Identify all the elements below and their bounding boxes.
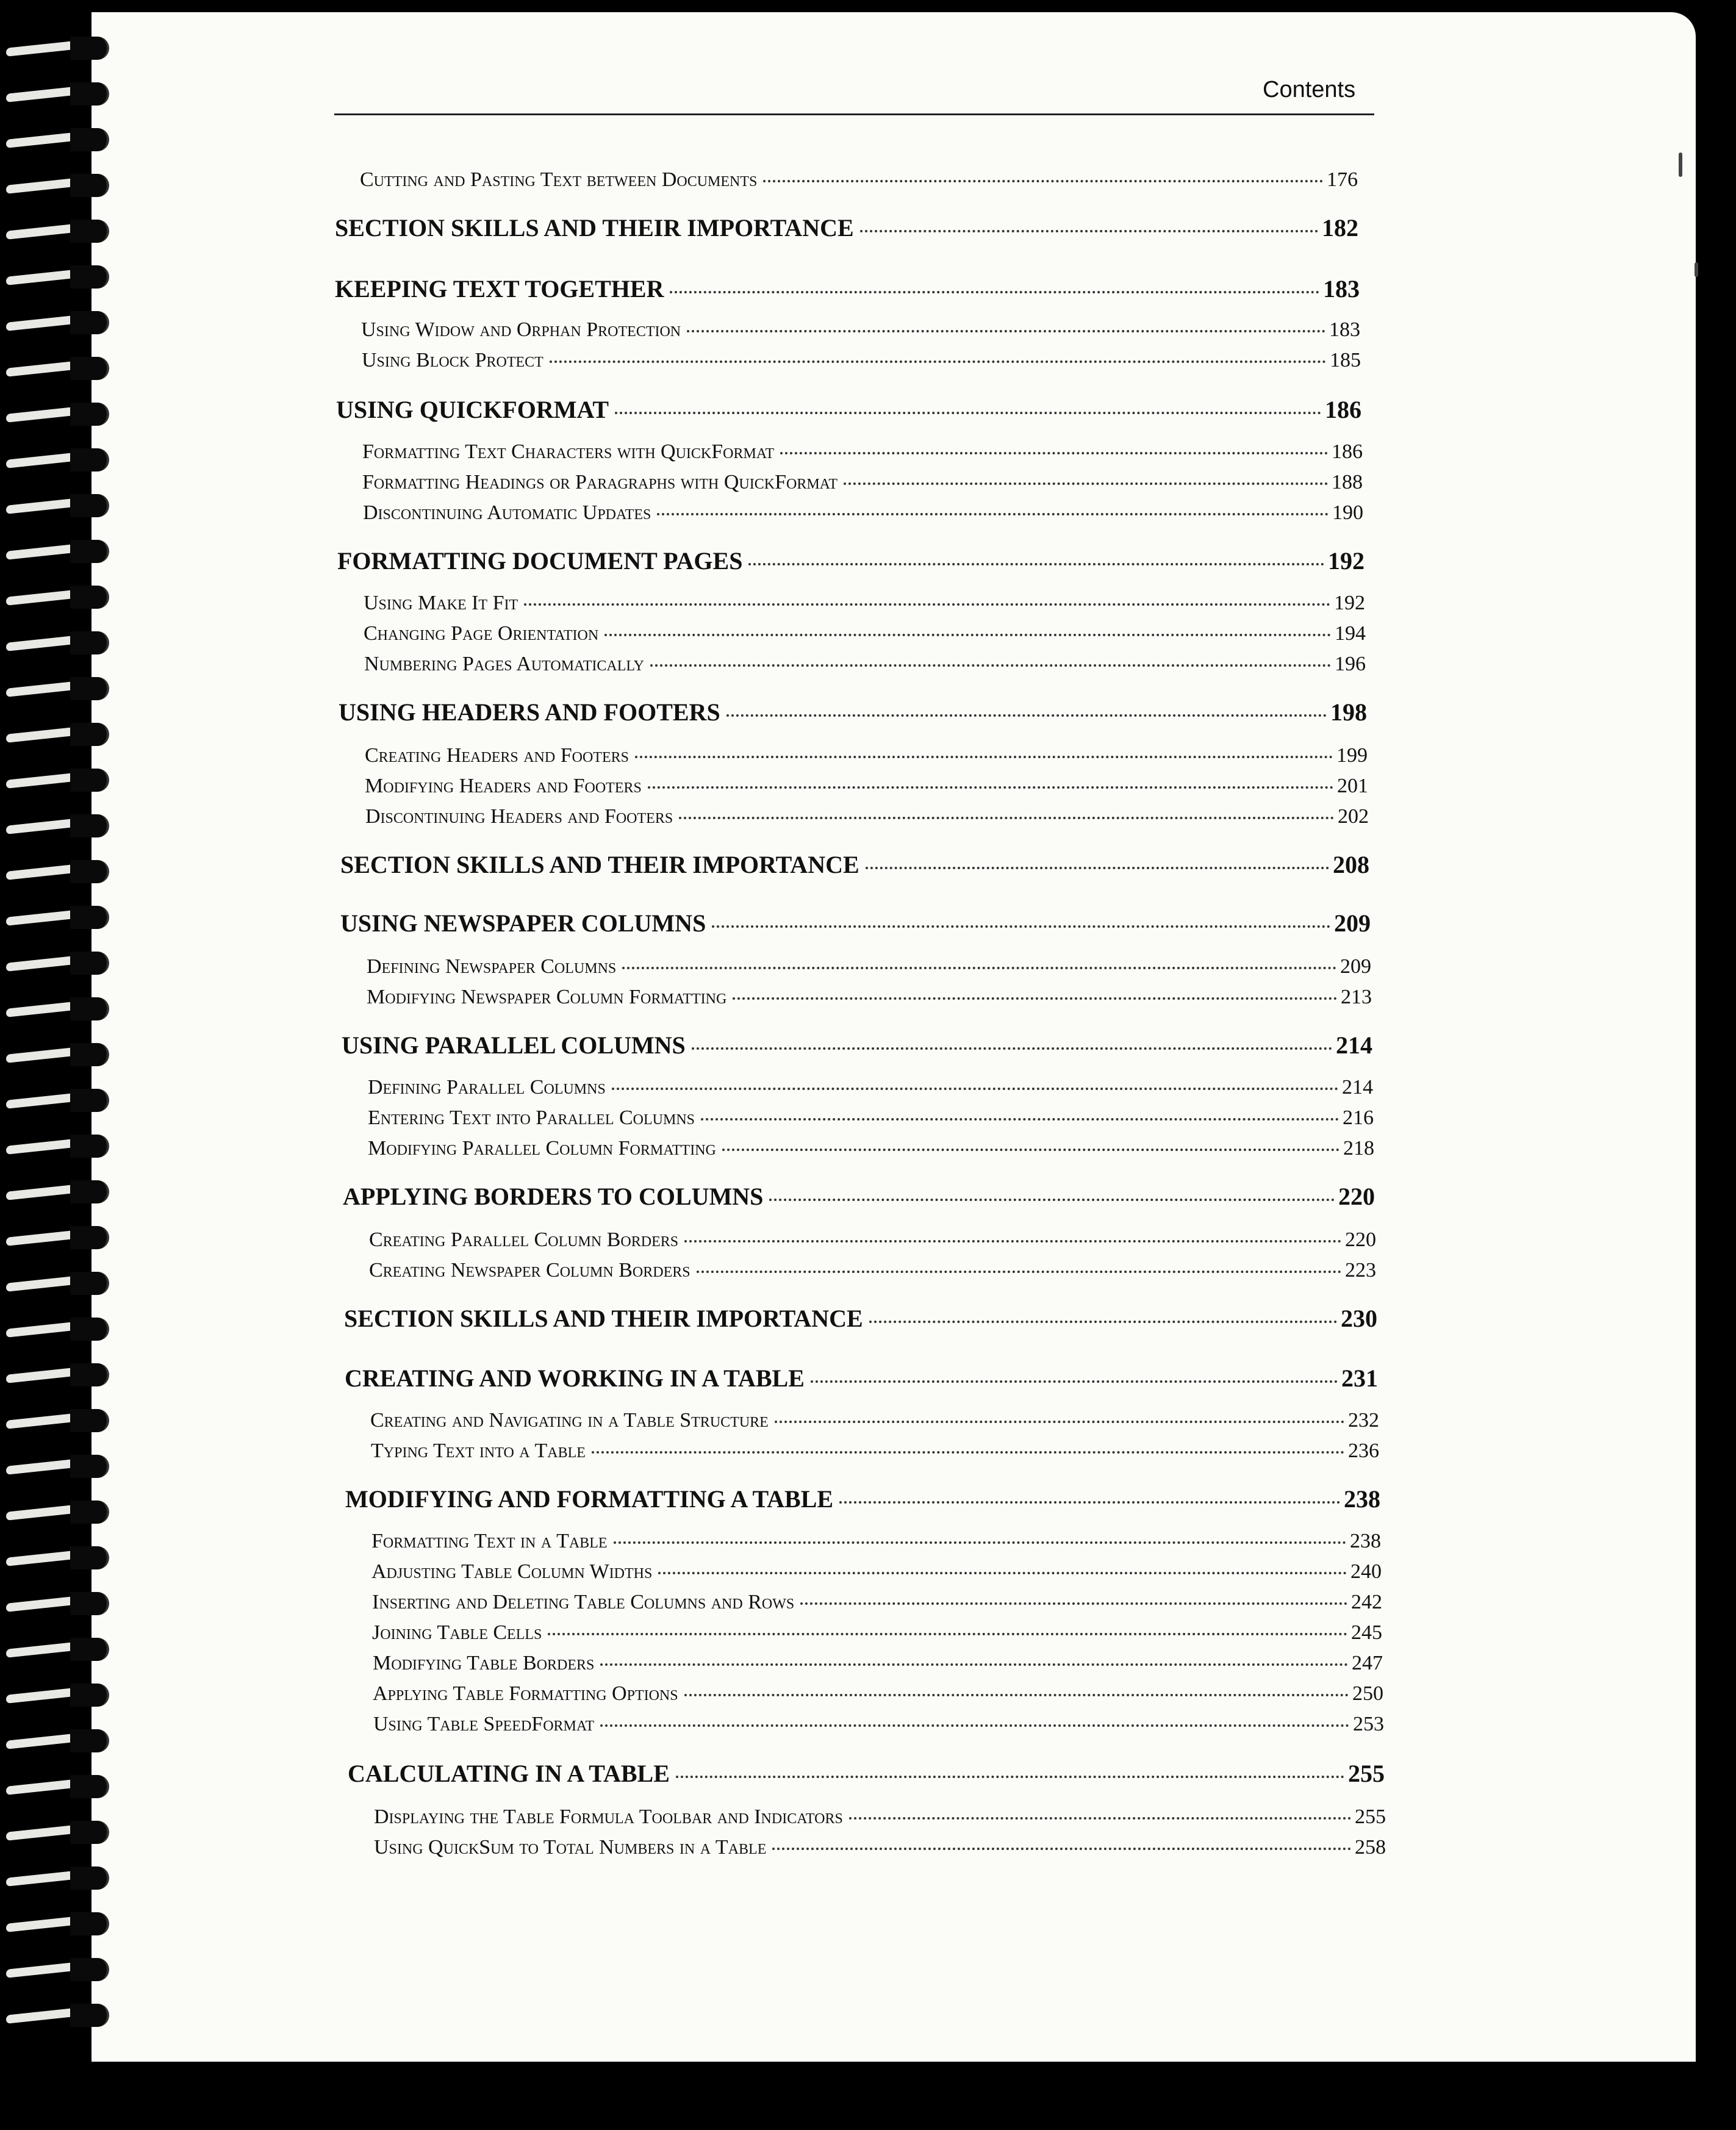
dot-leader <box>763 180 1323 182</box>
toc-page-number: 245 <box>1351 1621 1382 1644</box>
dot-leader <box>869 1321 1337 1323</box>
toc-entry <box>364 653 1366 676</box>
binding-coil <box>6 1546 110 1571</box>
coil-hook <box>70 1775 109 1798</box>
toc-title: USING NEWSPAPER COLUMNS <box>340 909 706 937</box>
binding-coil <box>6 37 110 61</box>
toc-title: USING QUICKFORMAT <box>336 396 609 423</box>
toc-entry <box>368 1106 1374 1130</box>
binding-coil <box>6 1729 110 1754</box>
toc-entry <box>372 1591 1382 1614</box>
toc-entry <box>373 1652 1383 1675</box>
dot-leader <box>635 756 1333 758</box>
binding-coil <box>6 174 110 198</box>
toc-page-number: 223 <box>1345 1259 1376 1282</box>
coil-hook <box>70 448 109 472</box>
toc-entry <box>371 1440 1379 1463</box>
page-mark <box>1695 262 1698 277</box>
toc-entry <box>369 1228 1376 1252</box>
toc-entry <box>365 775 1368 798</box>
toc-page-number: 255 <box>1355 1805 1386 1828</box>
dot-leader <box>670 291 1319 293</box>
toc-entry <box>362 440 1363 464</box>
toc-title: SECTION SKILLS AND THEIR IMPORTANCE <box>340 851 859 878</box>
dot-leader <box>692 1047 1332 1050</box>
toc-page-number: 183 <box>1323 275 1360 303</box>
coil-hook <box>70 1180 109 1203</box>
binding-coil <box>6 2004 110 2028</box>
toc-title: Formatting Headings or Paragraphs with QuickFormat <box>362 471 838 493</box>
toc-title: SECTION SKILLS AND THEIR IMPORTANCE <box>344 1305 863 1332</box>
toc-page-number: 208 <box>1333 851 1369 878</box>
coil-hook <box>70 220 109 243</box>
toc-title: Numbering Pages Automatically <box>364 653 644 675</box>
toc-page-number: 209 <box>1340 955 1371 978</box>
toc-page-number: 186 <box>1332 440 1363 463</box>
binding-coil <box>6 1958 110 1982</box>
spiral-binding <box>0 37 122 2062</box>
coil-hook <box>70 1912 109 1935</box>
toc-page-number: 258 <box>1355 1836 1386 1859</box>
coil-hook <box>70 82 109 106</box>
coil-hook <box>70 1592 109 1615</box>
toc-section-heading <box>335 274 1360 303</box>
coil-hook <box>70 174 109 197</box>
binding-coil <box>6 1135 110 1159</box>
toc-title: Defining Newspaper Columns <box>367 955 617 978</box>
toc-page-number: 240 <box>1350 1560 1382 1583</box>
binding-coil <box>6 1409 110 1433</box>
dot-leader <box>604 634 1331 636</box>
binding-coil <box>6 677 110 701</box>
toc-page-number: 214 <box>1336 1031 1372 1059</box>
binding-coil <box>6 1501 110 1525</box>
toc-entry <box>368 1137 1374 1160</box>
dot-leader <box>726 714 1327 717</box>
coil-hook <box>70 494 109 517</box>
toc-page-number: 185 <box>1330 349 1361 371</box>
binding-coil <box>6 1684 110 1708</box>
binding-coil <box>6 814 110 839</box>
toc-entry <box>362 471 1363 494</box>
dot-leader <box>697 1271 1341 1273</box>
toc-section-heading <box>339 698 1367 726</box>
binding-coil <box>6 220 110 244</box>
toc-page-number: 192 <box>1334 592 1365 614</box>
toc-page-number: 214 <box>1342 1076 1373 1099</box>
toc-entry <box>374 1805 1386 1829</box>
dot-leader <box>701 1118 1339 1121</box>
toc-page-number: 183 <box>1329 318 1360 341</box>
coil-hook <box>70 1546 109 1569</box>
toc-title: KEEPING TEXT TOGETHER <box>335 275 664 303</box>
coil-hook <box>70 1318 109 1341</box>
toc-title: SECTION SKILLS AND THEIR IMPORTANCE <box>335 214 854 242</box>
toc-title: FORMATTING DOCUMENT PAGES <box>337 547 743 575</box>
binding-coil <box>6 906 110 930</box>
coil-hook <box>70 677 109 700</box>
dot-leader <box>839 1501 1340 1504</box>
coil-hook <box>70 265 109 289</box>
toc-title: Inserting and Deleting Table Columns and Rows <box>372 1591 795 1613</box>
toc-entry <box>364 592 1365 615</box>
dot-leader <box>712 925 1330 928</box>
coil-hook <box>70 1135 109 1158</box>
binding-coil <box>6 1043 110 1067</box>
toc-title: Defining Parallel Columns <box>368 1076 606 1099</box>
toc-section-heading <box>340 909 1371 938</box>
dot-leader <box>811 1380 1338 1383</box>
toc-entry <box>373 1713 1384 1736</box>
dot-leader <box>687 330 1325 332</box>
toc-page-number: 218 <box>1343 1137 1374 1160</box>
dot-leader <box>772 1848 1351 1850</box>
toc-section-heading <box>345 1364 1378 1393</box>
toc-page-number: 188 <box>1332 471 1363 493</box>
toc-page-number: 250 <box>1352 1682 1383 1705</box>
binding-coil <box>6 1592 110 1616</box>
coil-hook <box>70 723 109 746</box>
toc-section-heading <box>345 1485 1380 1513</box>
binding-coil <box>6 1180 110 1205</box>
toc-title: Creating Parallel Column Borders <box>369 1228 679 1251</box>
toc-title: Using Make It Fit <box>364 592 518 614</box>
toc-title: Adjusting Table Column Widths <box>371 1560 653 1583</box>
dot-leader <box>548 1633 1347 1635</box>
coil-hook <box>70 1409 109 1432</box>
dot-leader <box>657 513 1329 515</box>
toc-title: Modifying Newspaper Column Formatting <box>367 986 727 1008</box>
toc-section-heading <box>348 1759 1385 1788</box>
binding-coil <box>6 860 110 884</box>
toc-page-number: 230 <box>1341 1305 1377 1332</box>
coil-hook <box>70 1684 109 1707</box>
toc-title: Joining Table Cells <box>372 1621 542 1644</box>
toc-title: APPLYING BORDERS TO COLUMNS <box>343 1183 764 1210</box>
binding-coil <box>6 769 110 793</box>
toc-entry <box>371 1530 1381 1553</box>
toc-page-number: 199 <box>1336 744 1368 767</box>
binding-coil <box>6 403 110 427</box>
coil-hook <box>70 586 109 609</box>
binding-coil <box>6 448 110 473</box>
dot-leader <box>658 1572 1347 1574</box>
toc-title: Creating and Navigating in a Table Structure <box>370 1409 769 1432</box>
coil-hook <box>70 997 109 1020</box>
dot-leader <box>622 967 1336 969</box>
toc-page-number: 220 <box>1338 1183 1375 1210</box>
coil-hook <box>70 1501 109 1524</box>
toc-section-heading <box>336 395 1361 424</box>
dot-leader <box>769 1199 1335 1201</box>
toc-entry <box>371 1560 1382 1583</box>
coil-hook <box>70 1363 109 1386</box>
dot-leader <box>600 1724 1349 1727</box>
binding-coil <box>6 1272 110 1296</box>
coil-hook <box>70 403 109 426</box>
toc-page-number: 238 <box>1350 1530 1381 1552</box>
toc-title: Using Block Protect <box>362 349 543 371</box>
toc-title: MODIFYING AND FORMATTING A TABLE <box>345 1485 834 1513</box>
coil-hook <box>70 769 109 792</box>
dot-leader <box>592 1451 1344 1454</box>
dot-leader <box>844 482 1328 485</box>
toc-entry <box>367 955 1371 978</box>
toc-page-number: 202 <box>1338 805 1369 828</box>
dot-leader <box>676 1776 1344 1778</box>
binding-coil <box>6 265 110 290</box>
coil-hook <box>70 1043 109 1066</box>
toc-entry <box>365 805 1369 828</box>
coil-hook <box>70 814 109 837</box>
dot-leader <box>614 1541 1346 1544</box>
toc-title: USING PARALLEL COLUMNS <box>342 1031 686 1059</box>
dot-leader <box>866 867 1329 869</box>
binding-coil <box>6 311 110 335</box>
toc-title: Typing Text into a Table <box>371 1440 586 1462</box>
dot-leader <box>775 1421 1344 1423</box>
toc-title: Modifying Headers and Footers <box>365 775 642 797</box>
toc-page-number: 242 <box>1351 1591 1382 1613</box>
toc-page-number: 253 <box>1353 1713 1384 1735</box>
toc-title: Using Table SpeedFormat <box>373 1713 595 1735</box>
dot-leader <box>679 817 1334 819</box>
coil-hook <box>70 1226 109 1249</box>
binding-coil <box>6 357 110 381</box>
page-mark <box>1679 152 1682 177</box>
toc-page-number: 194 <box>1335 622 1366 645</box>
toc-title: USING HEADERS AND FOOTERS <box>339 698 720 726</box>
coil-hook <box>70 631 109 654</box>
coil-hook <box>70 1821 109 1844</box>
toc-title: Displaying the Table Formula Toolbar and Indicators <box>374 1805 843 1828</box>
binding-coil <box>6 997 110 1022</box>
binding-coil <box>6 128 110 152</box>
toc-title: Using Widow and Orphan Protection <box>361 318 681 341</box>
dot-leader <box>800 1602 1347 1605</box>
binding-coil <box>6 952 110 976</box>
binding-coil <box>6 1821 110 1845</box>
binding-coil <box>6 586 110 610</box>
toc-entry <box>362 349 1361 372</box>
binding-coil <box>6 1089 110 1113</box>
toc-section-heading <box>344 1304 1377 1333</box>
toc-entry <box>369 1259 1376 1282</box>
toc-entry <box>367 986 1372 1009</box>
toc-section-heading <box>343 1182 1375 1211</box>
coil-hook <box>70 2004 109 2027</box>
toc-entry <box>368 1076 1373 1099</box>
dot-leader <box>733 997 1337 1000</box>
coil-hook <box>70 357 109 380</box>
binding-coil <box>6 1775 110 1799</box>
dot-leader <box>748 563 1324 565</box>
header-rule <box>334 113 1374 115</box>
binding-coil <box>6 82 110 107</box>
toc-entry <box>374 1836 1386 1859</box>
binding-coil <box>6 1226 110 1250</box>
toc-title: CALCULATING IN A TABLE <box>348 1760 670 1787</box>
dot-leader <box>780 452 1328 454</box>
toc-title: Formatting Text in a Table <box>371 1530 608 1552</box>
toc-page-number: 201 <box>1337 775 1368 797</box>
dot-leader <box>648 786 1333 789</box>
binding-coil <box>6 631 110 656</box>
dot-leader <box>550 360 1326 363</box>
toc-title: Discontinuing Automatic Updates <box>363 501 651 524</box>
coil-hook <box>70 1958 109 1981</box>
toc-entry <box>372 1621 1382 1644</box>
toc-entry <box>363 501 1363 525</box>
page-header-title: Contents <box>1263 77 1356 102</box>
binding-coil <box>6 1455 110 1479</box>
binding-coil <box>6 1318 110 1342</box>
binding-coil <box>6 723 110 747</box>
toc-page-number: 196 <box>1335 653 1366 675</box>
dot-leader <box>849 1817 1351 1820</box>
coil-hook <box>70 128 109 151</box>
binding-coil <box>6 1363 110 1388</box>
toc-title: Creating Headers and Footers <box>365 744 629 767</box>
toc-page-number: 220 <box>1345 1228 1376 1251</box>
toc-entry <box>365 744 1368 767</box>
coil-hook <box>70 860 109 883</box>
toc-section-heading <box>337 547 1365 575</box>
coil-hook <box>70 1866 109 1890</box>
toc-entry <box>364 622 1366 645</box>
coil-hook <box>70 37 109 60</box>
coil-hook <box>70 540 109 563</box>
dot-leader <box>524 603 1330 606</box>
binding-coil <box>6 540 110 564</box>
coil-hook <box>70 311 109 334</box>
toc-page-number: 216 <box>1343 1106 1374 1129</box>
binding-coil <box>6 1912 110 1937</box>
toc-section-heading <box>340 850 1369 879</box>
toc-page-number: 182 <box>1322 214 1358 242</box>
coil-hook <box>70 1455 109 1478</box>
toc-page-number: 231 <box>1341 1364 1378 1392</box>
toc-title: Cutting and Pasting Text between Documents <box>360 168 758 191</box>
toc-section-heading <box>342 1031 1372 1060</box>
coil-hook <box>70 906 109 929</box>
coil-hook <box>70 1638 109 1661</box>
toc-entry <box>361 318 1360 342</box>
toc-page-number: 190 <box>1332 501 1363 524</box>
dot-leader <box>615 412 1321 414</box>
coil-hook <box>70 1089 109 1112</box>
coil-hook <box>70 952 109 975</box>
dot-leader <box>612 1088 1338 1090</box>
toc-section-heading <box>335 213 1358 242</box>
toc-title: Using QuickSum to Total Numbers in a Table <box>374 1836 767 1859</box>
toc-page-number: 232 <box>1348 1409 1379 1432</box>
toc-title: Entering Text into Parallel Columns <box>368 1106 695 1129</box>
binding-coil <box>6 1638 110 1662</box>
binding-coil <box>6 494 110 518</box>
binding-coil <box>6 1866 110 1891</box>
dot-leader <box>684 1240 1341 1242</box>
toc-page-number: 247 <box>1352 1652 1383 1674</box>
toc-page-number: 176 <box>1327 168 1358 191</box>
toc-page-number: 213 <box>1341 986 1372 1008</box>
toc-title: CREATING AND WORKING IN A TABLE <box>345 1364 805 1392</box>
dot-leader <box>722 1149 1340 1151</box>
coil-hook <box>70 1729 109 1752</box>
toc-title: Applying Table Formatting Options <box>373 1682 678 1705</box>
toc-page-number: 186 <box>1325 396 1361 423</box>
toc-page-number: 255 <box>1348 1760 1385 1787</box>
coil-hook <box>70 1272 109 1295</box>
dot-leader <box>600 1663 1348 1666</box>
toc-title: Formatting Text Characters with QuickFormat <box>362 440 775 463</box>
dot-leader <box>860 230 1318 232</box>
toc-page-number: 236 <box>1348 1440 1379 1462</box>
toc-title: Modifying Table Borders <box>373 1652 595 1674</box>
toc-page-number: 198 <box>1330 698 1367 726</box>
dot-leader <box>684 1694 1349 1696</box>
toc-title: Discontinuing Headers and Footers <box>365 805 673 828</box>
toc-entry <box>373 1682 1383 1705</box>
toc-title: Changing Page Orientation <box>364 622 599 645</box>
toc-page-number: 192 <box>1328 547 1365 575</box>
toc-entry <box>360 168 1358 192</box>
toc-entry <box>370 1409 1379 1432</box>
toc-page-number: 209 <box>1334 909 1371 937</box>
toc-title: Creating Newspaper Column Borders <box>369 1259 690 1282</box>
dot-leader <box>650 664 1331 667</box>
toc-page-number: 238 <box>1344 1485 1380 1513</box>
toc-title: Modifying Parallel Column Formatting <box>368 1137 716 1160</box>
